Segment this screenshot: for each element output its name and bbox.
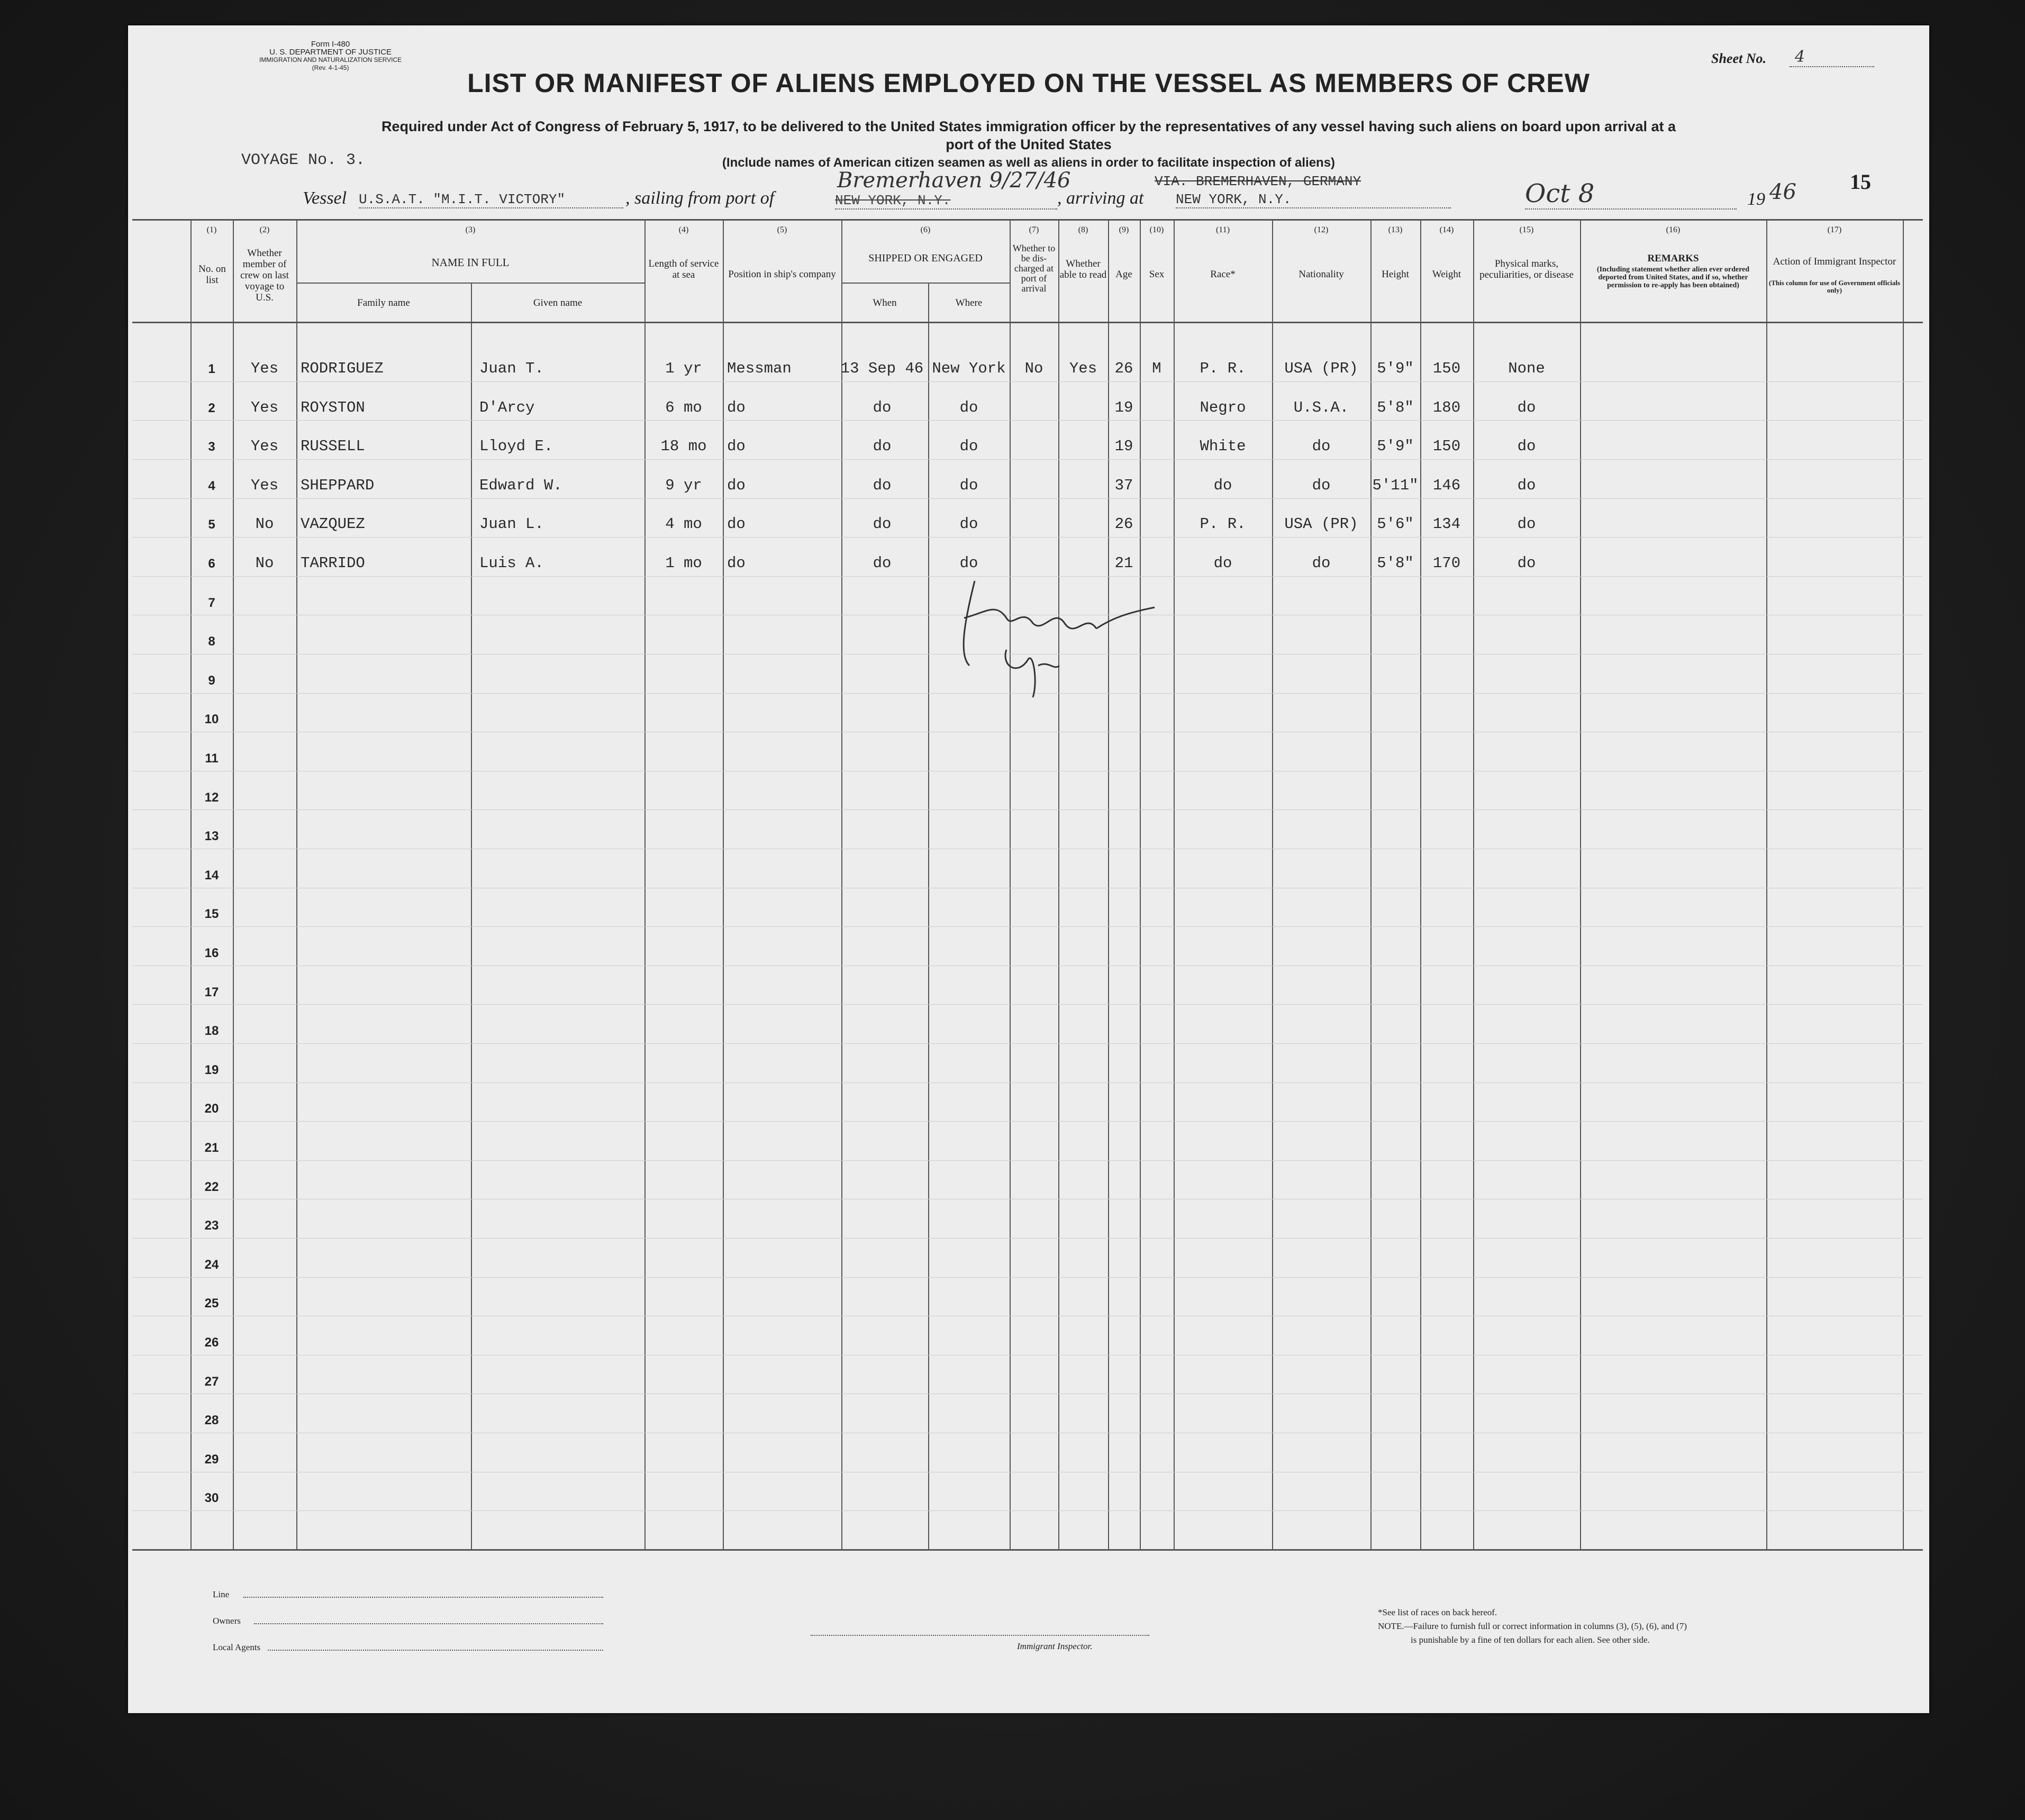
col5-header: Position in ship's company xyxy=(728,269,836,280)
cell-where: do xyxy=(959,554,978,572)
col12-header: Nationality xyxy=(1298,269,1344,280)
col2-header: Whether member of crew on last voyage to U.S. xyxy=(240,248,289,303)
cell-age: 26 xyxy=(1114,360,1133,377)
cell-given: Juan T. xyxy=(479,360,544,377)
col5-num: (5) xyxy=(777,225,787,234)
inspector-label: Immigrant Inspector. xyxy=(1017,1641,1093,1651)
sheet-label: Sheet No. xyxy=(1711,51,1766,66)
col3-header: NAME IN FULL xyxy=(431,256,510,269)
cell-marks: do xyxy=(1517,515,1536,533)
cell-when: do xyxy=(873,554,892,572)
col-divider xyxy=(723,219,724,1550)
cell-race: Negro xyxy=(1200,399,1246,416)
cell-nationality: do xyxy=(1312,554,1331,572)
col14-num: (14) xyxy=(1439,225,1454,234)
line-number: 27 xyxy=(204,1375,219,1389)
cell-where: do xyxy=(959,515,978,533)
line-number: 1 xyxy=(208,362,215,376)
name-subheader-line xyxy=(296,283,644,284)
line-number: 9 xyxy=(208,674,215,688)
footer-agents-label: Local Agents xyxy=(213,1642,261,1652)
cell-age: 19 xyxy=(1114,399,1133,416)
col10-header: Sex xyxy=(1149,269,1165,280)
col10-num: (10) xyxy=(1149,225,1164,234)
cell-where: do xyxy=(959,399,978,416)
col6-header: SHIPPED OR ENGAGED xyxy=(868,252,983,264)
line-number: 20 xyxy=(204,1102,219,1116)
line-number: 28 xyxy=(204,1413,219,1427)
cell-marks: do xyxy=(1517,438,1536,455)
line-number: 18 xyxy=(204,1024,219,1038)
col-divider xyxy=(1420,219,1421,1550)
cell-given: Lloyd E. xyxy=(479,438,553,455)
cell-when: 13 Sep 46 xyxy=(840,360,924,377)
shipped-subheader-line xyxy=(841,283,1010,284)
footer-line-field xyxy=(243,1597,603,1598)
cell-service: 18 mo xyxy=(660,438,707,455)
footer-note2: NOTE.—Failure to furnish full or correct information in columns (3), (5), (6), and (7) xyxy=(1378,1621,1687,1631)
col-divider xyxy=(1010,219,1011,1550)
subtitle-line2: port of the United States xyxy=(946,136,1112,152)
row-rule xyxy=(132,1510,1923,1511)
col1-header: No. on list xyxy=(198,263,226,286)
cell-height: 5'8" xyxy=(1377,399,1414,416)
cell-last-voyage: Yes xyxy=(250,360,279,377)
cell-where: New York xyxy=(932,360,1006,377)
cell-height: 5'11" xyxy=(1372,477,1419,494)
subtitle-note: (Include names of American citizen seamen as well as aliens in order to facilitate inspection of aliens) xyxy=(722,156,1336,170)
cell-family: RUSSELL xyxy=(301,438,365,455)
line-number: 13 xyxy=(204,829,219,843)
cell-height: 5'6" xyxy=(1377,515,1414,533)
cell-position: do xyxy=(727,477,746,494)
cell-family: RODRIGUEZ xyxy=(301,360,384,377)
cell-nationality: USA (PR) xyxy=(1284,515,1358,533)
sheet-number: 4 xyxy=(1790,48,1874,67)
col-divider xyxy=(841,219,842,1550)
voyage-number: VOYAGE No. 3. xyxy=(241,151,366,169)
cell-family: VAZQUEZ xyxy=(301,515,365,533)
row-rule xyxy=(132,809,1923,810)
col16-header: REMARKS xyxy=(1647,253,1699,264)
row-rule xyxy=(132,1082,1923,1083)
cell-nationality: USA (PR) xyxy=(1284,360,1358,377)
line-number: 16 xyxy=(204,946,219,960)
cell-service: 6 mo xyxy=(665,399,702,416)
col17-subheader: (This column for use of Government officials only) xyxy=(1768,279,1901,294)
vessel-name: U.S.A.T. "M.I.T. VICTORY" xyxy=(359,192,623,208)
line-number: 7 xyxy=(208,596,215,610)
cell-age: 26 xyxy=(1114,515,1133,533)
line-number: 23 xyxy=(204,1218,219,1233)
row-rule xyxy=(132,459,1923,460)
col15-header: Physical marks, peculiarities, or disease xyxy=(1479,258,1574,280)
row-rule xyxy=(132,1004,1923,1005)
cell-service: 4 mo xyxy=(665,515,702,533)
arrival-date: Oct 8 xyxy=(1525,179,1737,210)
footer-line-label: Line xyxy=(213,1589,230,1599)
year-handwritten: 46 xyxy=(1769,180,1796,204)
row-rule xyxy=(132,1277,1923,1278)
col11-header: Race* xyxy=(1210,269,1236,280)
line-number: 14 xyxy=(204,868,219,882)
manifest-sheet xyxy=(128,25,1929,1713)
year-prefix: 19 xyxy=(1747,189,1765,209)
inspector-signature xyxy=(954,560,1165,708)
table-header-bottom-border xyxy=(132,322,1923,323)
cell-marks: None xyxy=(1508,360,1545,377)
cell-nationality: do xyxy=(1312,477,1331,494)
line-number: 6 xyxy=(208,557,215,571)
cell-service: 9 yr xyxy=(665,477,702,494)
col-divider xyxy=(190,219,192,1550)
line-number: 12 xyxy=(204,790,219,805)
footer-owners-label: Owners xyxy=(213,1616,241,1626)
row-rule xyxy=(132,498,1923,499)
page-title: LIST OR MANIFEST OF ALIENS EMPLOYED ON THE VESSEL AS MEMBERS OF CREW xyxy=(467,68,1590,98)
row-rule xyxy=(132,1238,1923,1239)
col11-num: (11) xyxy=(1215,225,1230,234)
row-rule xyxy=(132,1121,1923,1122)
line-number: 21 xyxy=(204,1141,219,1155)
col14-header: Weight xyxy=(1432,269,1461,280)
footer-agents-field xyxy=(268,1650,603,1651)
cell-service: 1 mo xyxy=(665,554,702,572)
col-divider xyxy=(1272,219,1273,1550)
cell-given: Juan L. xyxy=(479,515,544,533)
cell-weight: 150 xyxy=(1432,438,1461,455)
col9-header: Age xyxy=(1115,269,1132,280)
cell-race: P. R. xyxy=(1200,515,1246,533)
cell-where: do xyxy=(959,438,978,455)
row-rule xyxy=(132,926,1923,927)
line-number: 11 xyxy=(205,751,219,766)
row-rule xyxy=(132,420,1923,421)
cell-race: do xyxy=(1213,554,1232,572)
cell-height: 5'8" xyxy=(1377,554,1414,572)
cell-last-voyage: Yes xyxy=(250,438,279,455)
col17-header: Action of Immigrant Inspector xyxy=(1773,256,1896,267)
cell-when: do xyxy=(873,477,892,494)
cell-family: TARRIDO xyxy=(301,554,365,572)
col-divider xyxy=(1370,219,1372,1550)
col4-header: Length of service at sea xyxy=(648,258,719,280)
cell-given: D'Arcy xyxy=(479,399,535,416)
col3-num: (3) xyxy=(465,225,476,234)
cell-age: 21 xyxy=(1114,554,1133,572)
col7-header: Whether to be dis-charged at port of arrival xyxy=(1012,243,1056,294)
table-bottom-border xyxy=(132,1549,1923,1551)
cell-nationality: U.S.A. xyxy=(1293,399,1349,416)
line-number: 3 xyxy=(208,440,215,454)
col4-num: (4) xyxy=(678,225,689,234)
cell-service: 1 yr xyxy=(665,360,702,377)
row-rule xyxy=(132,537,1923,538)
cell-weight: 150 xyxy=(1432,360,1461,377)
cell-last-voyage: No xyxy=(255,554,274,572)
cell-age: 37 xyxy=(1114,477,1133,494)
col-divider xyxy=(1766,219,1767,1550)
col17-num: (17) xyxy=(1827,225,1842,234)
cell-when: do xyxy=(873,438,892,455)
col16-num: (16) xyxy=(1666,225,1681,234)
col-divider xyxy=(928,283,929,1550)
arriving-port: NEW YORK, N.Y. xyxy=(1176,192,1451,208)
col15-num: (15) xyxy=(1519,225,1534,234)
form-number: Form I-480 xyxy=(311,40,350,49)
sailing-label: , sailing from port of xyxy=(625,188,775,208)
col-divider xyxy=(1140,219,1141,1550)
footer-owners-field xyxy=(254,1623,603,1624)
col9-num: (9) xyxy=(1119,225,1129,234)
cell-position: Messman xyxy=(727,360,792,377)
col1-num: (1) xyxy=(206,225,217,234)
cell-marks: do xyxy=(1517,554,1536,572)
cell-last-voyage: Yes xyxy=(250,399,279,416)
crew-table xyxy=(128,25,1929,1713)
cell-discharged: No xyxy=(1024,360,1043,377)
cell-weight: 170 xyxy=(1432,554,1461,572)
cell-nationality: do xyxy=(1312,438,1331,455)
col6-num: (6) xyxy=(920,225,931,234)
row-rule xyxy=(132,1160,1923,1161)
form-rev: (Rev. 4-1-45) xyxy=(312,64,349,71)
cell-race: P. R. xyxy=(1200,360,1246,377)
cell-when: do xyxy=(873,399,892,416)
cell-given: Luis A. xyxy=(479,554,544,572)
cell-height: 5'9" xyxy=(1377,360,1414,377)
col-divider xyxy=(296,219,297,1550)
col12-num: (12) xyxy=(1314,225,1329,234)
cell-position: do xyxy=(727,554,746,572)
via-port: VIA. BREMERHAVEN, GERMANY xyxy=(1155,174,1361,189)
cell-given: Edward W. xyxy=(479,477,562,494)
row-rule xyxy=(132,1043,1923,1044)
form-service: IMMIGRATION AND NATURALIZATION SERVICE xyxy=(259,56,402,63)
col13-num: (13) xyxy=(1388,225,1403,234)
line-number: 26 xyxy=(204,1335,219,1350)
line-number: 4 xyxy=(208,479,215,493)
when-header: When xyxy=(873,297,897,308)
line-number: 5 xyxy=(208,517,215,532)
cell-sex: M xyxy=(1152,360,1161,377)
line-number: 29 xyxy=(204,1452,219,1467)
cell-weight: 146 xyxy=(1432,477,1461,494)
cell-position: do xyxy=(727,515,746,533)
cell-last-voyage: No xyxy=(255,515,274,533)
col-divider xyxy=(471,283,472,1550)
vessel-label: Vessel xyxy=(303,188,347,208)
col7-num: (7) xyxy=(1029,225,1039,234)
col-divider xyxy=(1580,219,1581,1550)
col-divider xyxy=(644,219,646,1550)
col13-header: Height xyxy=(1382,269,1409,280)
form-dept: U. S. DEPARTMENT OF JUSTICE xyxy=(269,48,392,57)
line-number: 17 xyxy=(204,985,219,999)
line-number: 22 xyxy=(204,1180,219,1194)
cell-age: 19 xyxy=(1114,438,1133,455)
page-number: 15 xyxy=(1850,170,1871,194)
given-name-header: Given name xyxy=(533,297,583,308)
col-divider xyxy=(1058,219,1059,1550)
cell-race: do xyxy=(1213,477,1232,494)
row-rule xyxy=(132,381,1923,382)
table-top-border xyxy=(132,219,1923,221)
cell-marks: do xyxy=(1517,477,1536,494)
sailing-port-handwritten: Bremerhaven 9/27/46 xyxy=(837,168,1071,193)
footer-note1: *See list of races on back hereof. xyxy=(1378,1607,1497,1617)
family-name-header: Family name xyxy=(357,297,410,308)
cell-position: do xyxy=(727,438,746,455)
cell-position: do xyxy=(727,399,746,416)
line-number: 25 xyxy=(204,1296,219,1311)
cell-read: Yes xyxy=(1069,360,1097,377)
cell-family: ROYSTON xyxy=(301,399,365,416)
col-divider xyxy=(1473,219,1474,1550)
col-divider xyxy=(233,219,234,1550)
cell-marks: do xyxy=(1517,399,1536,416)
line-number: 10 xyxy=(204,712,219,726)
inspector-field xyxy=(811,1635,1149,1636)
footer-note3: is punishable by a fine of ten dollars for each alien. See other side. xyxy=(1411,1635,1650,1645)
line-number: 15 xyxy=(204,907,219,921)
col-divider xyxy=(1108,219,1109,1550)
cell-where: do xyxy=(959,477,978,494)
cell-family: SHEPPARD xyxy=(301,477,375,494)
cell-weight: 180 xyxy=(1432,399,1461,416)
col16-subheader: (Including statement whether alien ever ordered deported from United States, and if so, whether permission to re-apply has been obtained) xyxy=(1596,266,1750,289)
arriving-label: , arriving at xyxy=(1057,188,1144,208)
col-divider xyxy=(1174,219,1175,1550)
line-number: 8 xyxy=(208,634,215,649)
cell-weight: 134 xyxy=(1432,515,1461,533)
subtitle-line1: Required under Act of Congress of February 5, 1917, to be delivered to the United States immigration officer by the representatives of any vessel having such aliens on board upon arrival at a xyxy=(381,119,1676,134)
line-number: 2 xyxy=(208,401,215,415)
col8-header: Whether able to read xyxy=(1059,258,1107,280)
col-divider xyxy=(1903,219,1904,1550)
cell-race: White xyxy=(1200,438,1246,455)
cell-height: 5'9" xyxy=(1377,438,1414,455)
where-header: Where xyxy=(955,297,983,308)
cell-when: do xyxy=(873,515,892,533)
line-number: 24 xyxy=(204,1258,219,1272)
line-number: 30 xyxy=(204,1491,219,1505)
cell-last-voyage: Yes xyxy=(250,477,279,494)
col2-num: (2) xyxy=(259,225,270,234)
col8-num: (8) xyxy=(1078,225,1088,234)
sailing-port: NEW YORK, N.Y. xyxy=(835,193,1057,210)
line-number: 19 xyxy=(204,1063,219,1077)
